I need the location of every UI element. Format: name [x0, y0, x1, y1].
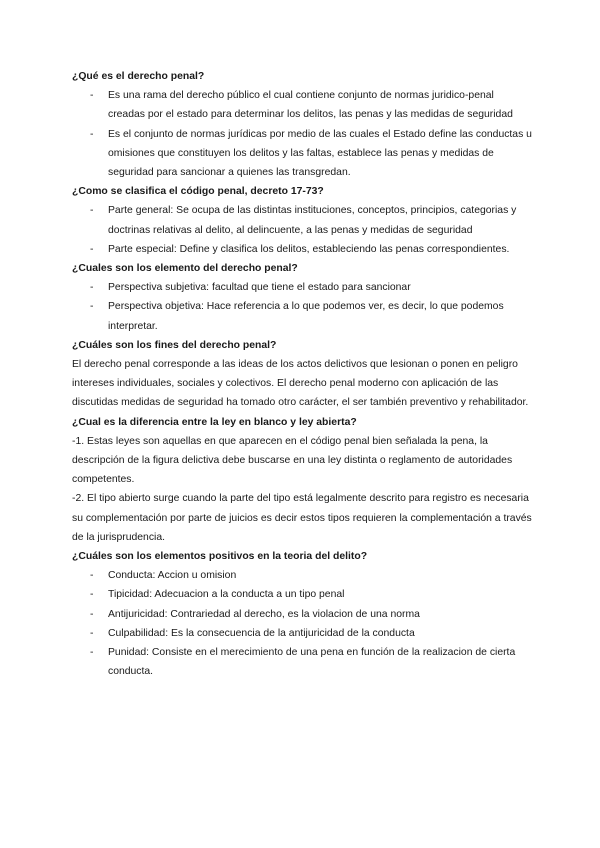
list-item: - Parte general: Se ocupa de las distintas instituciones, conceptos, principios, categorias y doctrinas relativas al delito, al delincuente, a las penas y medidas de seguridad [72, 201, 532, 239]
list-item: - Perspectiva subjetiva: facultad que tiene el estado para sancionar [72, 278, 532, 297]
answer-paragraph: -2. El tipo abierto surge cuando la parte del tipo está legalmente descrito para registro es necesaria su complementación por parte de juicios es decir estos tipos requieren la complementación a través de la jurisprudencia. [72, 493, 532, 543]
document-page [72, 67, 532, 682]
answer-list [72, 566, 532, 681]
question-heading: ¿Como se clasifica el código penal, decreto 17-73? [72, 186, 324, 198]
list-item: - Culpabilidad: Es la consecuencia de la antijuricidad de la conducta [72, 624, 532, 643]
question-heading: ¿Cuales son los elemento del derecho penal? [72, 263, 298, 275]
list-item: - Conducta: Accion u omision [72, 566, 532, 585]
list-item: - Antijuricidad: Contrariedad al derecho, es la violacion de una norma [72, 605, 532, 624]
answer-list [72, 201, 532, 259]
question-heading: ¿Cuáles son los elementos positivos en la teoria del delito? [72, 551, 368, 563]
list-item: - Es una rama del derecho público el cual contiene conjunto de normas juridico-penal creadas por el estado para determinar los delitos, las penas y las medidas de seguridad [72, 86, 532, 124]
question-heading: ¿Qué es el derecho penal? [72, 71, 205, 82]
answer-paragraph: El derecho penal corresponde a las ideas de los actos delictivos que lesionan o ponen en peligro intereses individuales, sociales y colectivos. El derecho penal moderno con aplicación de las discutidas medidas de seguridad ha tomado otro carácter, el ser también preventivo y rehabilitador. [72, 359, 529, 409]
list-item: - Es el conjunto de normas jurídicas por medio de las cuales el Estado define las conductas u omisiones que constituyen los delitos y las faltas, establece las penas y medidas de seguridad para sancionar a quienes las transgredan. [72, 125, 532, 183]
list-item: - Punidad: Consiste en el merecimiento de una pena en función de la realizacion de cierta conducta. [72, 643, 532, 681]
answer-paragraph: -1. Estas leyes son aquellas en que aparecen en el código penal bien señalada la pena, la descripción de la figura delictiva debe buscarse en una ley distinta o reglamento de autoridades competentes. [72, 435, 513, 486]
list-item: - Parte especial: Define y clasifica los delitos, estableciendo las penas correspondientes. [72, 240, 532, 259]
question-heading: ¿Cuáles son los fines del derecho penal? [72, 339, 277, 351]
answer-list [72, 86, 532, 182]
answer-list [72, 278, 532, 336]
list-item: - Tipicidad: Adecuacion a la conducta a un tipo penal [72, 585, 532, 604]
question-heading: ¿Cual es la diferencia entre la ley en blanco y ley abierta? [72, 416, 357, 428]
list-item: - Perspectiva objetiva: Hace referencia a lo que podemos ver, es decir, lo que podemos interpretar. [72, 297, 532, 335]
